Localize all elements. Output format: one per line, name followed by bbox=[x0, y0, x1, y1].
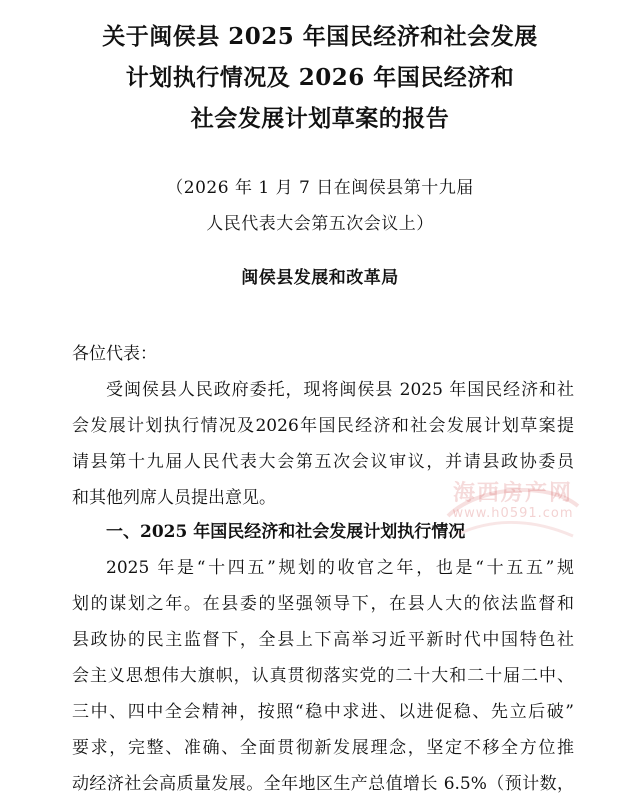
section-1-line-6: 要求，完整、准确、全面贯彻新发展理念，坚定不移全方位推 bbox=[72, 738, 574, 758]
section-1-line-1: 2025 年是“十四五”规划的收官之年，也是“十五五”规 bbox=[106, 558, 574, 578]
report-title-line-2: 计划执行情况及 2026 年国民经济和 bbox=[125, 64, 515, 91]
intro-line-2: 会发展计划执行情况及2026年国民经济和社会发展计划草案提 bbox=[72, 416, 574, 436]
report-title-line-3: 社会发展计划草案的报告 bbox=[190, 105, 450, 132]
intro-line-3: 请县第十九届人民代表大会第五次会议审议，并请县政协委员 bbox=[72, 452, 574, 472]
section-1-line-3: 县政协的民主监督下，全县上下高举习近平新时代中国特色社 bbox=[72, 630, 574, 650]
watermark-url: www.h0591.com bbox=[452, 506, 574, 521]
issuing-agency: 闽侯县发展和改革局 bbox=[241, 268, 399, 288]
section-1-line-7: 动经济社会高质量发展。全年地区生产总值增长 6.5%（预计数， bbox=[72, 774, 574, 794]
section-1-heading: 一、2025 年国民经济和社会发展计划执行情况 bbox=[106, 522, 466, 542]
intro-line-4: 和其他列席人员提出意见。 bbox=[72, 488, 276, 508]
section-1-line-4: 会主义思想伟大旗帜，认真贯彻落实党的二十大和二十届二中、 bbox=[72, 666, 574, 686]
greeting: 各位代表： bbox=[72, 344, 157, 364]
watermark-text: 海西房产网 bbox=[452, 481, 573, 506]
report-title-line-1: 关于闽侯县 2025 年国民经济和社会发展 bbox=[102, 23, 538, 50]
section-1-line-5: 三中、四中全会精神，按照“稳中求进、以进促稳、先立后破” bbox=[72, 702, 574, 722]
meeting-info-line-2: 人民代表大会第五次会议上） bbox=[206, 214, 434, 234]
meeting-info-line-1: （2026 年 1 月 7 日在闽侯县第十九届 bbox=[166, 178, 474, 198]
section-1-line-2: 划的谋划之年。在县委的坚强领导下，在县人大的依法监督和 bbox=[72, 594, 574, 614]
intro-line-1: 受闽侯县人民政府委托，现将闽侯县 2025 年国民经济和社 bbox=[106, 380, 574, 400]
